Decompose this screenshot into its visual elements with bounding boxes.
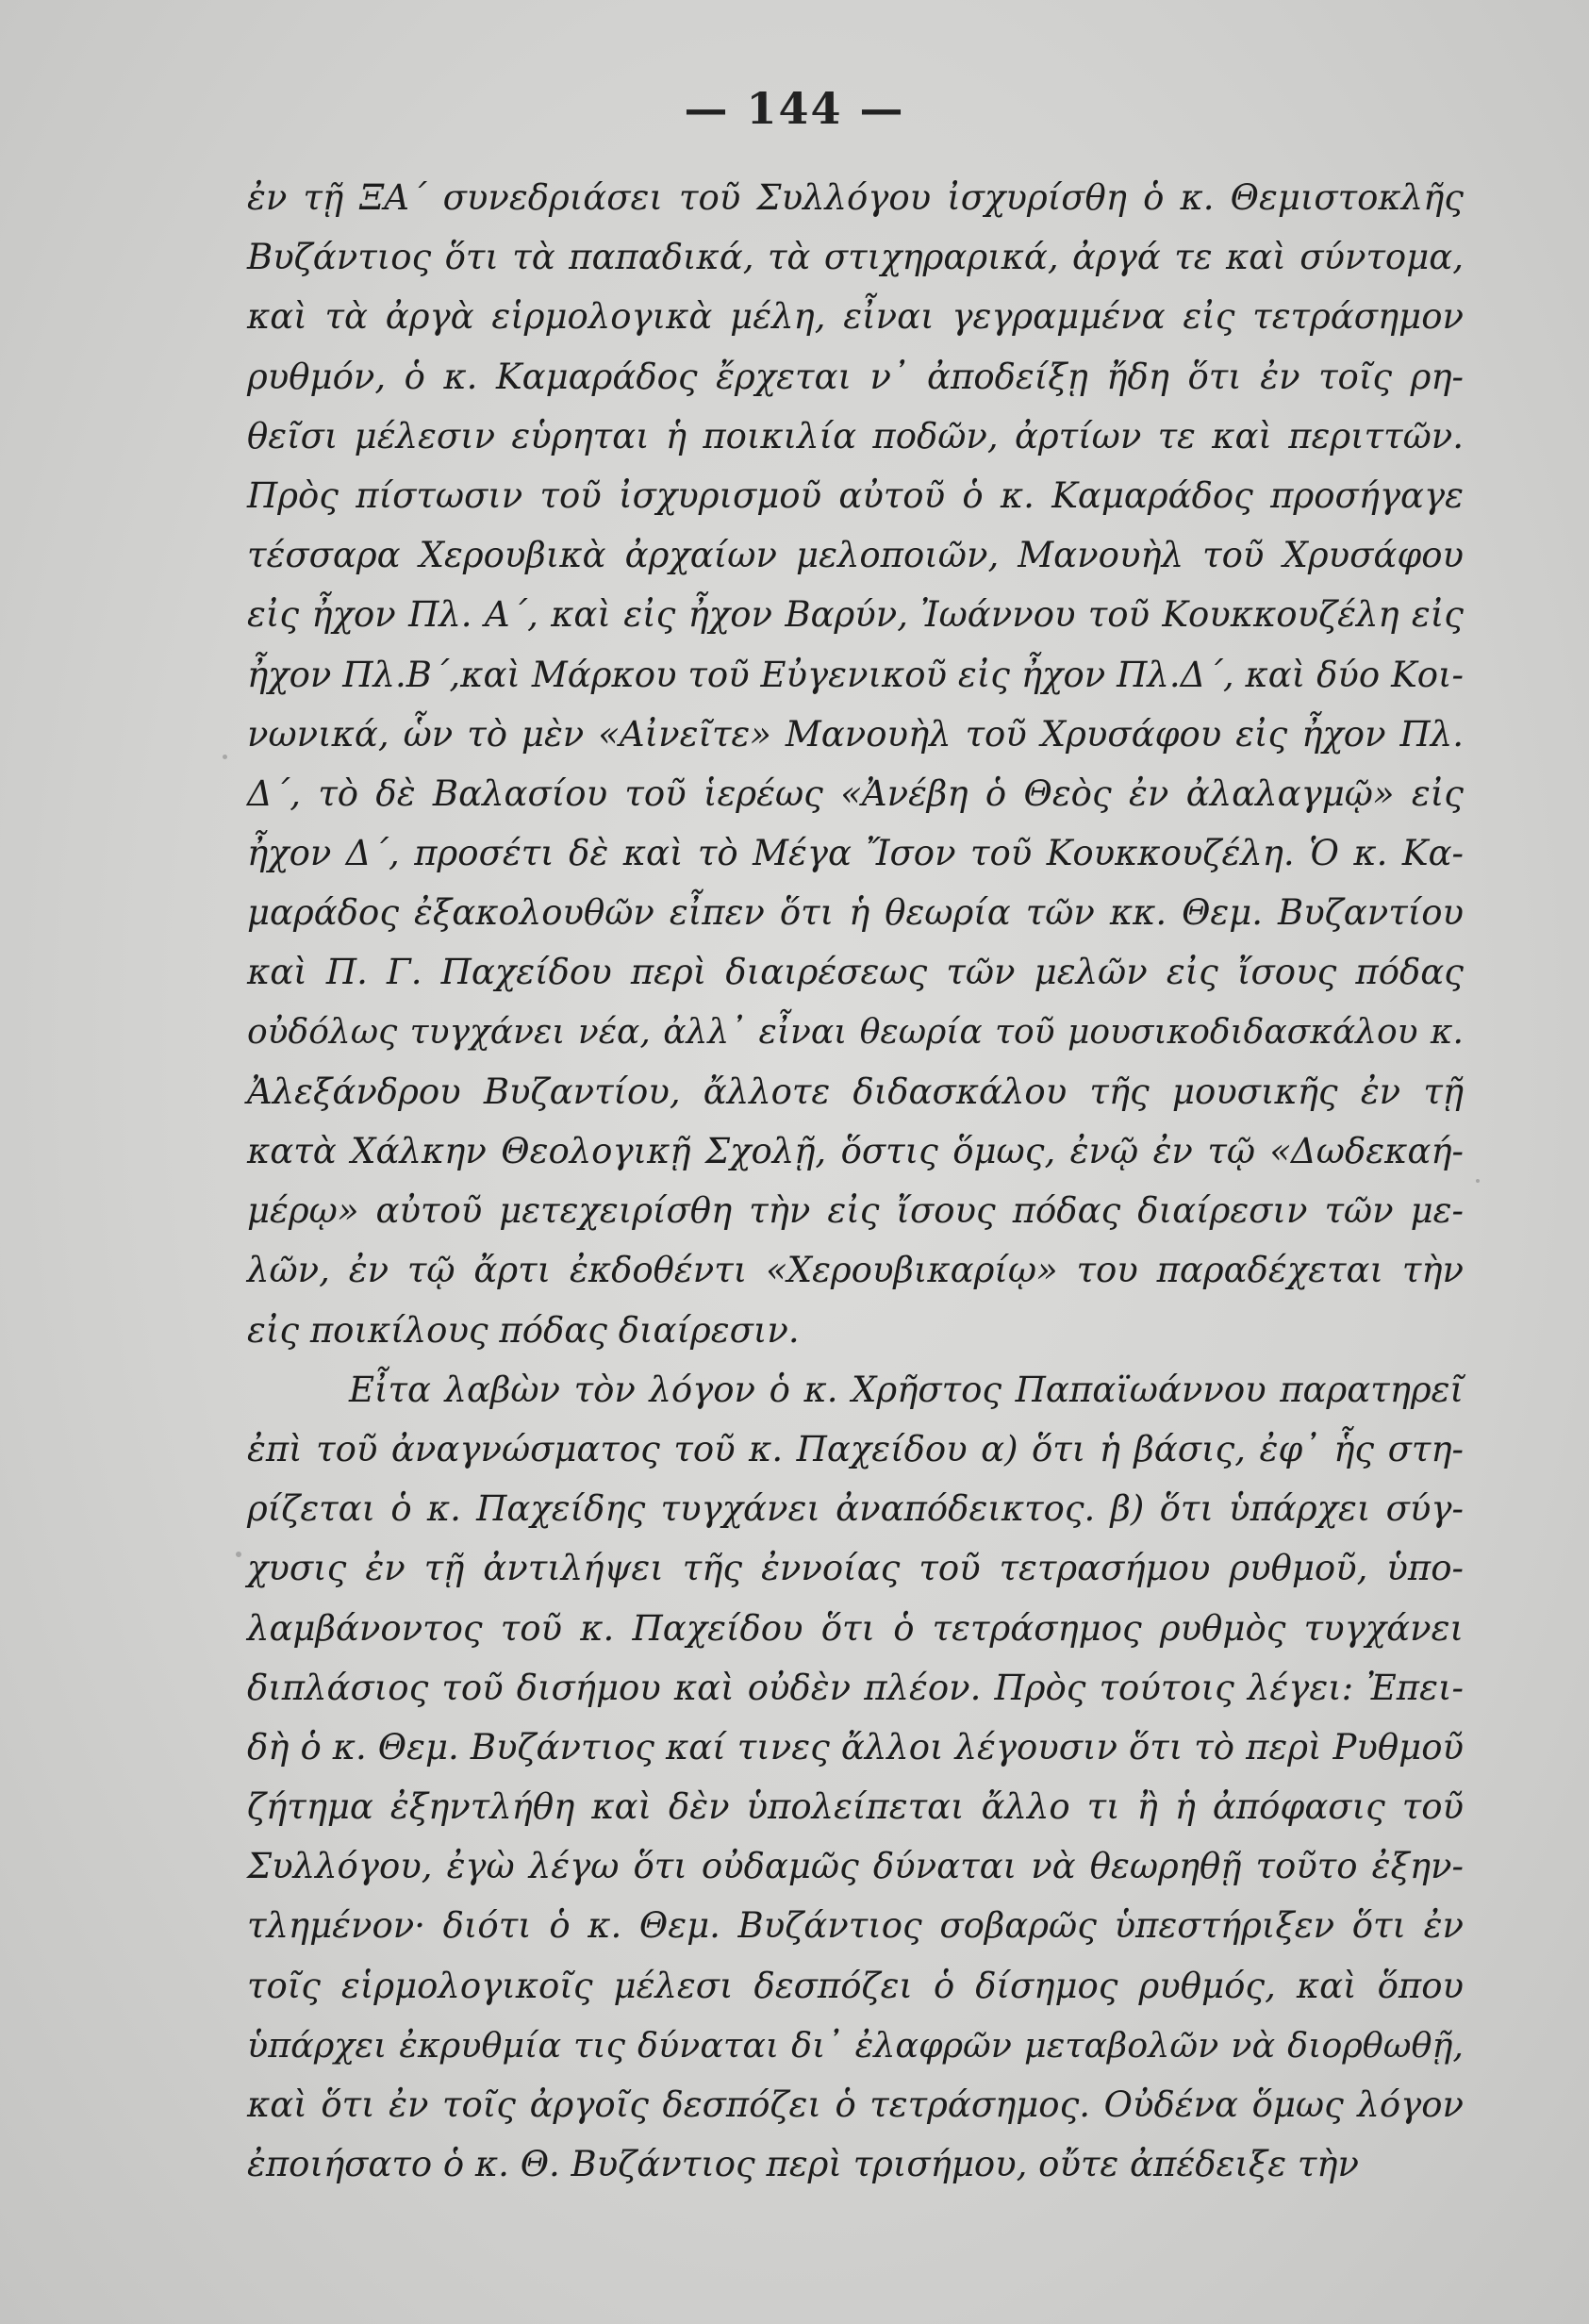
paper-speck: [223, 755, 227, 759]
text-line: καὶ Π. Γ. Παχείδου περὶ διαιρέσεως τῶν μελῶν εἰς ἴσους πόδας: [247, 952, 1464, 993]
text-line: ρυθμόν, ὁ κ. Καμαράδος ἔρχεται ν᾽ ἀποδείξῃ ἤδη ὅτι ἐν τοῖς ρη-: [247, 356, 1464, 397]
text-line: ζήτημα ἐξηντλήθη καὶ δὲν ὑπολείπεται ἄλλο τι ἢ ἡ ἀπόφασις τοῦ: [247, 1786, 1464, 1828]
text-line: ρίζεται ὁ κ. Παχείδης τυγχάνει ἀναπόδεικτος. β) ὅτι ὑπάρχει σύγ-: [247, 1488, 1464, 1530]
text-line: χυσις ἐν τῇ ἀντιλήψει τῆς ἐννοίας τοῦ τετρασήμου ρυθμοῦ, ὑπο-: [247, 1548, 1464, 1589]
text-line: εἰς ἦχον Πλ. Α΄, καὶ εἰς ἦχον Βαρύν, Ἰωάννου τοῦ Κουκκουζέλη εἰς: [247, 594, 1464, 636]
text-line: τοῖς εἱρμολογικοῖς μέλεσι δεσπόζει ὁ δίσημος ρυθμός, καὶ ὅπου: [247, 1965, 1464, 2006]
text-line: καὶ ὅτι ἐν τοῖς ἀργοῖς δεσπόζει ὁ τετράσημος. Οὐδένα ὅμως λόγον: [247, 2084, 1464, 2125]
text-line: μέρῳ» αὐτοῦ μετεχειρίσθη τὴν εἰς ἴσους πόδας διαίρεσιν τῶν με-: [247, 1190, 1464, 1232]
text-line: Βυζάντιος ὅτι τὰ παπαδικά, τὰ στιχηραρικά, ἀργά τε καὶ σύντομα,: [247, 237, 1464, 278]
text-line: Δ΄, τὸ δὲ Βαλασίου τοῦ ἱερέως «Ἀνέβη ὁ Θεὸς ἐν ἀλαλαγμῷ» εἰς: [247, 772, 1464, 814]
text-line: οὐδόλως τυγχάνει νέα, ἀλλ᾽ εἶναι θεωρία τοῦ μουσικοδιδασκάλου κ.: [247, 1012, 1464, 1052]
paper-speck: [1476, 1179, 1480, 1183]
text-line: θεῖσι μέλεσιν εὑρηται ἡ ποικιλία ποδῶν, ἀρτίων τε καὶ περιττῶν.: [247, 415, 1464, 456]
text-line: ἦχον Πλ.Β΄,καὶ Μάρκου τοῦ Εὐγενικοῦ εἰς ἦχον Πλ.Δ΄, καὶ δύο Κοι-: [247, 654, 1464, 695]
text-line: ἐπὶ τοῦ ἀναγνώσματος τοῦ κ. Παχείδου α) ὅτι ἡ βάσις, ἐφ᾽ ἧς στη-: [247, 1428, 1464, 1469]
paragraph-start-line: Εἶτα λαβὼν τὸν λόγον ὁ κ. Χρῆστος Παπαϊωάννου παρατηρεῖ: [349, 1369, 1464, 1410]
text-line: Πρὸς πίστωσιν τοῦ ἰσχυρισμοῦ αὐτοῦ ὁ κ. Καμαράδος προσήγαγε: [247, 474, 1464, 516]
text-line: καὶ τὰ ἀργὰ εἱρμολογικὰ μέλη, εἶναι γεγραμμένα εἰς τετράσημον: [247, 296, 1464, 338]
text-line: λαμβάνοντος τοῦ κ. Παχείδου ὅτι ὁ τετράσημος ρυθμὸς τυγχάνει: [247, 1607, 1464, 1649]
paragraph-end-line: εἰς ποικίλους πόδας διαίρεσιν.: [247, 1309, 800, 1351]
paper-speck: [236, 1552, 241, 1557]
text-line: ὑπάρχει ἐκρυθμία τις δύναται δι᾽ ἐλαφρῶν μεταβολῶν νὰ διορθωθῇ,: [247, 2024, 1464, 2066]
text-line: ἐν τῇ ΞΑ΄ συνεδριάσει τοῦ Συλλόγου ἰσχυρίσθη ὁ κ. Θεμιστοκλῆς: [247, 177, 1464, 218]
text-line: Ἀλεξάνδρου Βυζαντίου, ἄλλοτε διδασκάλου τῆς μουσικῆς ἐν τῇ: [247, 1071, 1464, 1112]
text-line: κατὰ Χάλκην Θεολογικῇ Σχολῇ, ὅστις ὅμως, ἐνῷ ἐν τῷ «Δωδεκαή-: [247, 1131, 1464, 1171]
text-line: ἐποιήσατο ὁ κ. Θ. Βυζάντιος περὶ τρισήμου, οὔτε ἀπέδειξε τὴν: [247, 2144, 1359, 2185]
text-line: ἦχον Δ΄, προσέτι δὲ καὶ τὸ Μέγα Ἴσον τοῦ Κουκκουζέλη. Ὁ κ. Κα-: [247, 833, 1464, 874]
page-number: — 144 —: [684, 83, 905, 134]
text-line: νωνικά, ὧν τὸ μὲν «Αἰνεῖτε» Μανουὴλ τοῦ Χρυσάφου εἰς ἦχον Πλ.: [247, 713, 1464, 755]
text-line: Συλλόγου, ἐγὼ λέγω ὅτι οὐδαμῶς δύναται νὰ θεωρηθῇ τοῦτο ἐξην-: [247, 1846, 1464, 1887]
text-line: τλημένον· διότι ὁ κ. Θεμ. Βυζάντιος σοβαρῶς ὑπεστήριξεν ὅτι ἐν: [247, 1905, 1464, 1947]
text-line: τέσσαρα Χερουβικὰ ἀρχαίων μελοποιῶν, Μανουὴλ τοῦ Χρυσάφου: [247, 535, 1464, 576]
text-line: δὴ ὁ κ. Θεμ. Βυζάντιος καί τινες ἄλλοι λέγουσιν ὅτι τὸ περὶ Ρυθμοῦ: [247, 1726, 1464, 1768]
text-line: διπλάσιος τοῦ δισήμου καὶ οὐδὲν πλέον. Πρὸς τούτοις λέγει: Ἐπει-: [247, 1667, 1464, 1708]
body-text: [247, 168, 1464, 2194]
text-line: λῶν, ἐν τῷ ἄρτι ἐκδοθέντι «Χερουβικαρίῳ» του παραδέχεται τὴν: [247, 1250, 1464, 1291]
text-line: μαράδος ἐξακολουθῶν εἶπεν ὅτι ἡ θεωρία τῶν κκ. Θεμ. Βυζαντίου: [247, 892, 1464, 934]
